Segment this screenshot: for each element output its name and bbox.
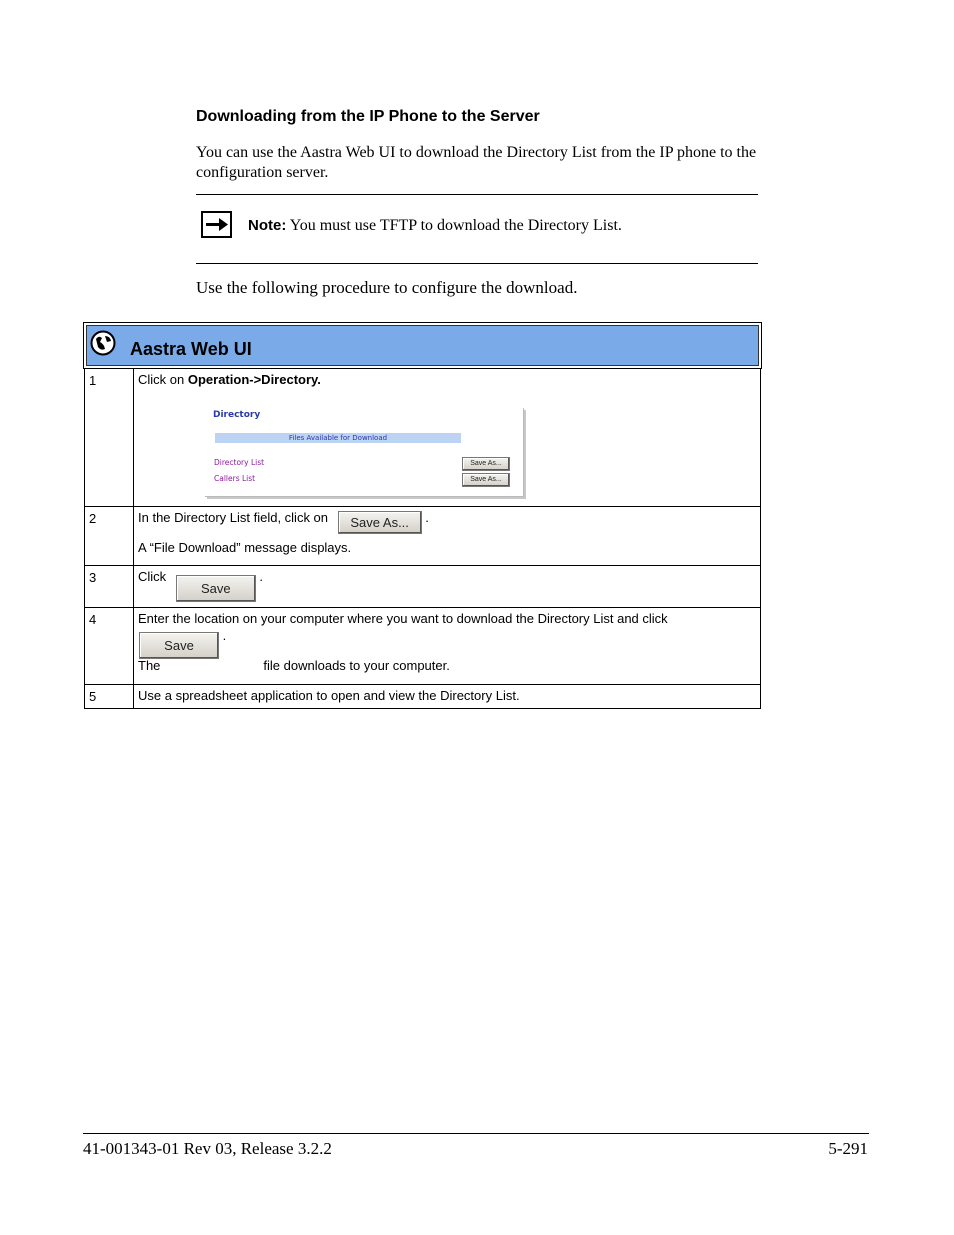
footer-doc-id: 41-001343-01 Rev 03, Release 3.2.2: [83, 1139, 332, 1158]
note-label: Note:: [248, 217, 287, 234]
step-text: Click on: [138, 372, 188, 387]
footer-page-number: 5-291: [828, 1139, 868, 1158]
save-as-button[interactable]: Save As...: [338, 511, 422, 534]
save-button[interactable]: Save: [176, 575, 256, 602]
banner-title: Aastra Web UI: [130, 339, 252, 359]
save-button[interactable]: Save: [139, 632, 219, 659]
step-cell: [134, 685, 761, 709]
menu-path: Operation->Directory.: [187, 372, 321, 387]
table-row: [85, 507, 761, 566]
table-row: [85, 608, 761, 685]
step-punct: .: [222, 628, 227, 643]
directory-list-link[interactable]: Directory List: [214, 458, 265, 467]
step-number: 4: [85, 608, 134, 685]
step-text: Click: [138, 569, 167, 584]
intro-paragraph: You can use the Aastra Web UI to download the Directory List from the IP phone to the configuration server.: [196, 144, 757, 181]
step-cell: [134, 608, 761, 685]
note: [248, 217, 622, 235]
table-row: [85, 566, 761, 608]
footer-rule: [83, 1133, 869, 1134]
step-text: file downloads to your computer.: [263, 658, 450, 673]
step-text: Use a spreadsheet application to open and view the Directory List.: [138, 688, 520, 703]
step-cell: [134, 507, 761, 566]
callers-save-as-button[interactable]: Save As...: [462, 473, 510, 487]
arrow-right-icon: [201, 211, 232, 238]
step-text: In the Directory List field, click on: [138, 510, 329, 525]
step-text: The: [138, 658, 161, 673]
directory-title: Directory: [213, 410, 261, 420]
step-text: Enter the location on your computer where you want to download the Directory List and click: [138, 611, 668, 626]
step-text: A “File Download” message displays.: [138, 540, 352, 555]
procedure-intro: Use the following procedure to configure the download.: [196, 278, 578, 297]
callers-list-link[interactable]: Callers List: [214, 474, 256, 483]
step-number: 3: [85, 566, 134, 608]
directory-panel-screenshot: [205, 408, 524, 497]
step-number: 2: [85, 507, 134, 566]
step-punct: .: [425, 510, 429, 525]
directory-save-as-button[interactable]: Save As...: [462, 457, 510, 471]
note-top-rule: [196, 194, 758, 195]
step-number: 1: [85, 369, 134, 507]
files-available-bar: Files Available for Download: [215, 433, 461, 443]
step-cell: [134, 566, 761, 608]
step-punct: .: [259, 569, 264, 584]
step-number: 5: [85, 685, 134, 709]
section-heading: Downloading from the IP Phone to the Server: [196, 108, 540, 125]
table-row: [85, 685, 761, 709]
globe-phone-icon: [90, 330, 116, 356]
note-text: You must use TFTP to download the Directory List.: [289, 217, 622, 234]
note-bottom-rule: [196, 263, 758, 264]
